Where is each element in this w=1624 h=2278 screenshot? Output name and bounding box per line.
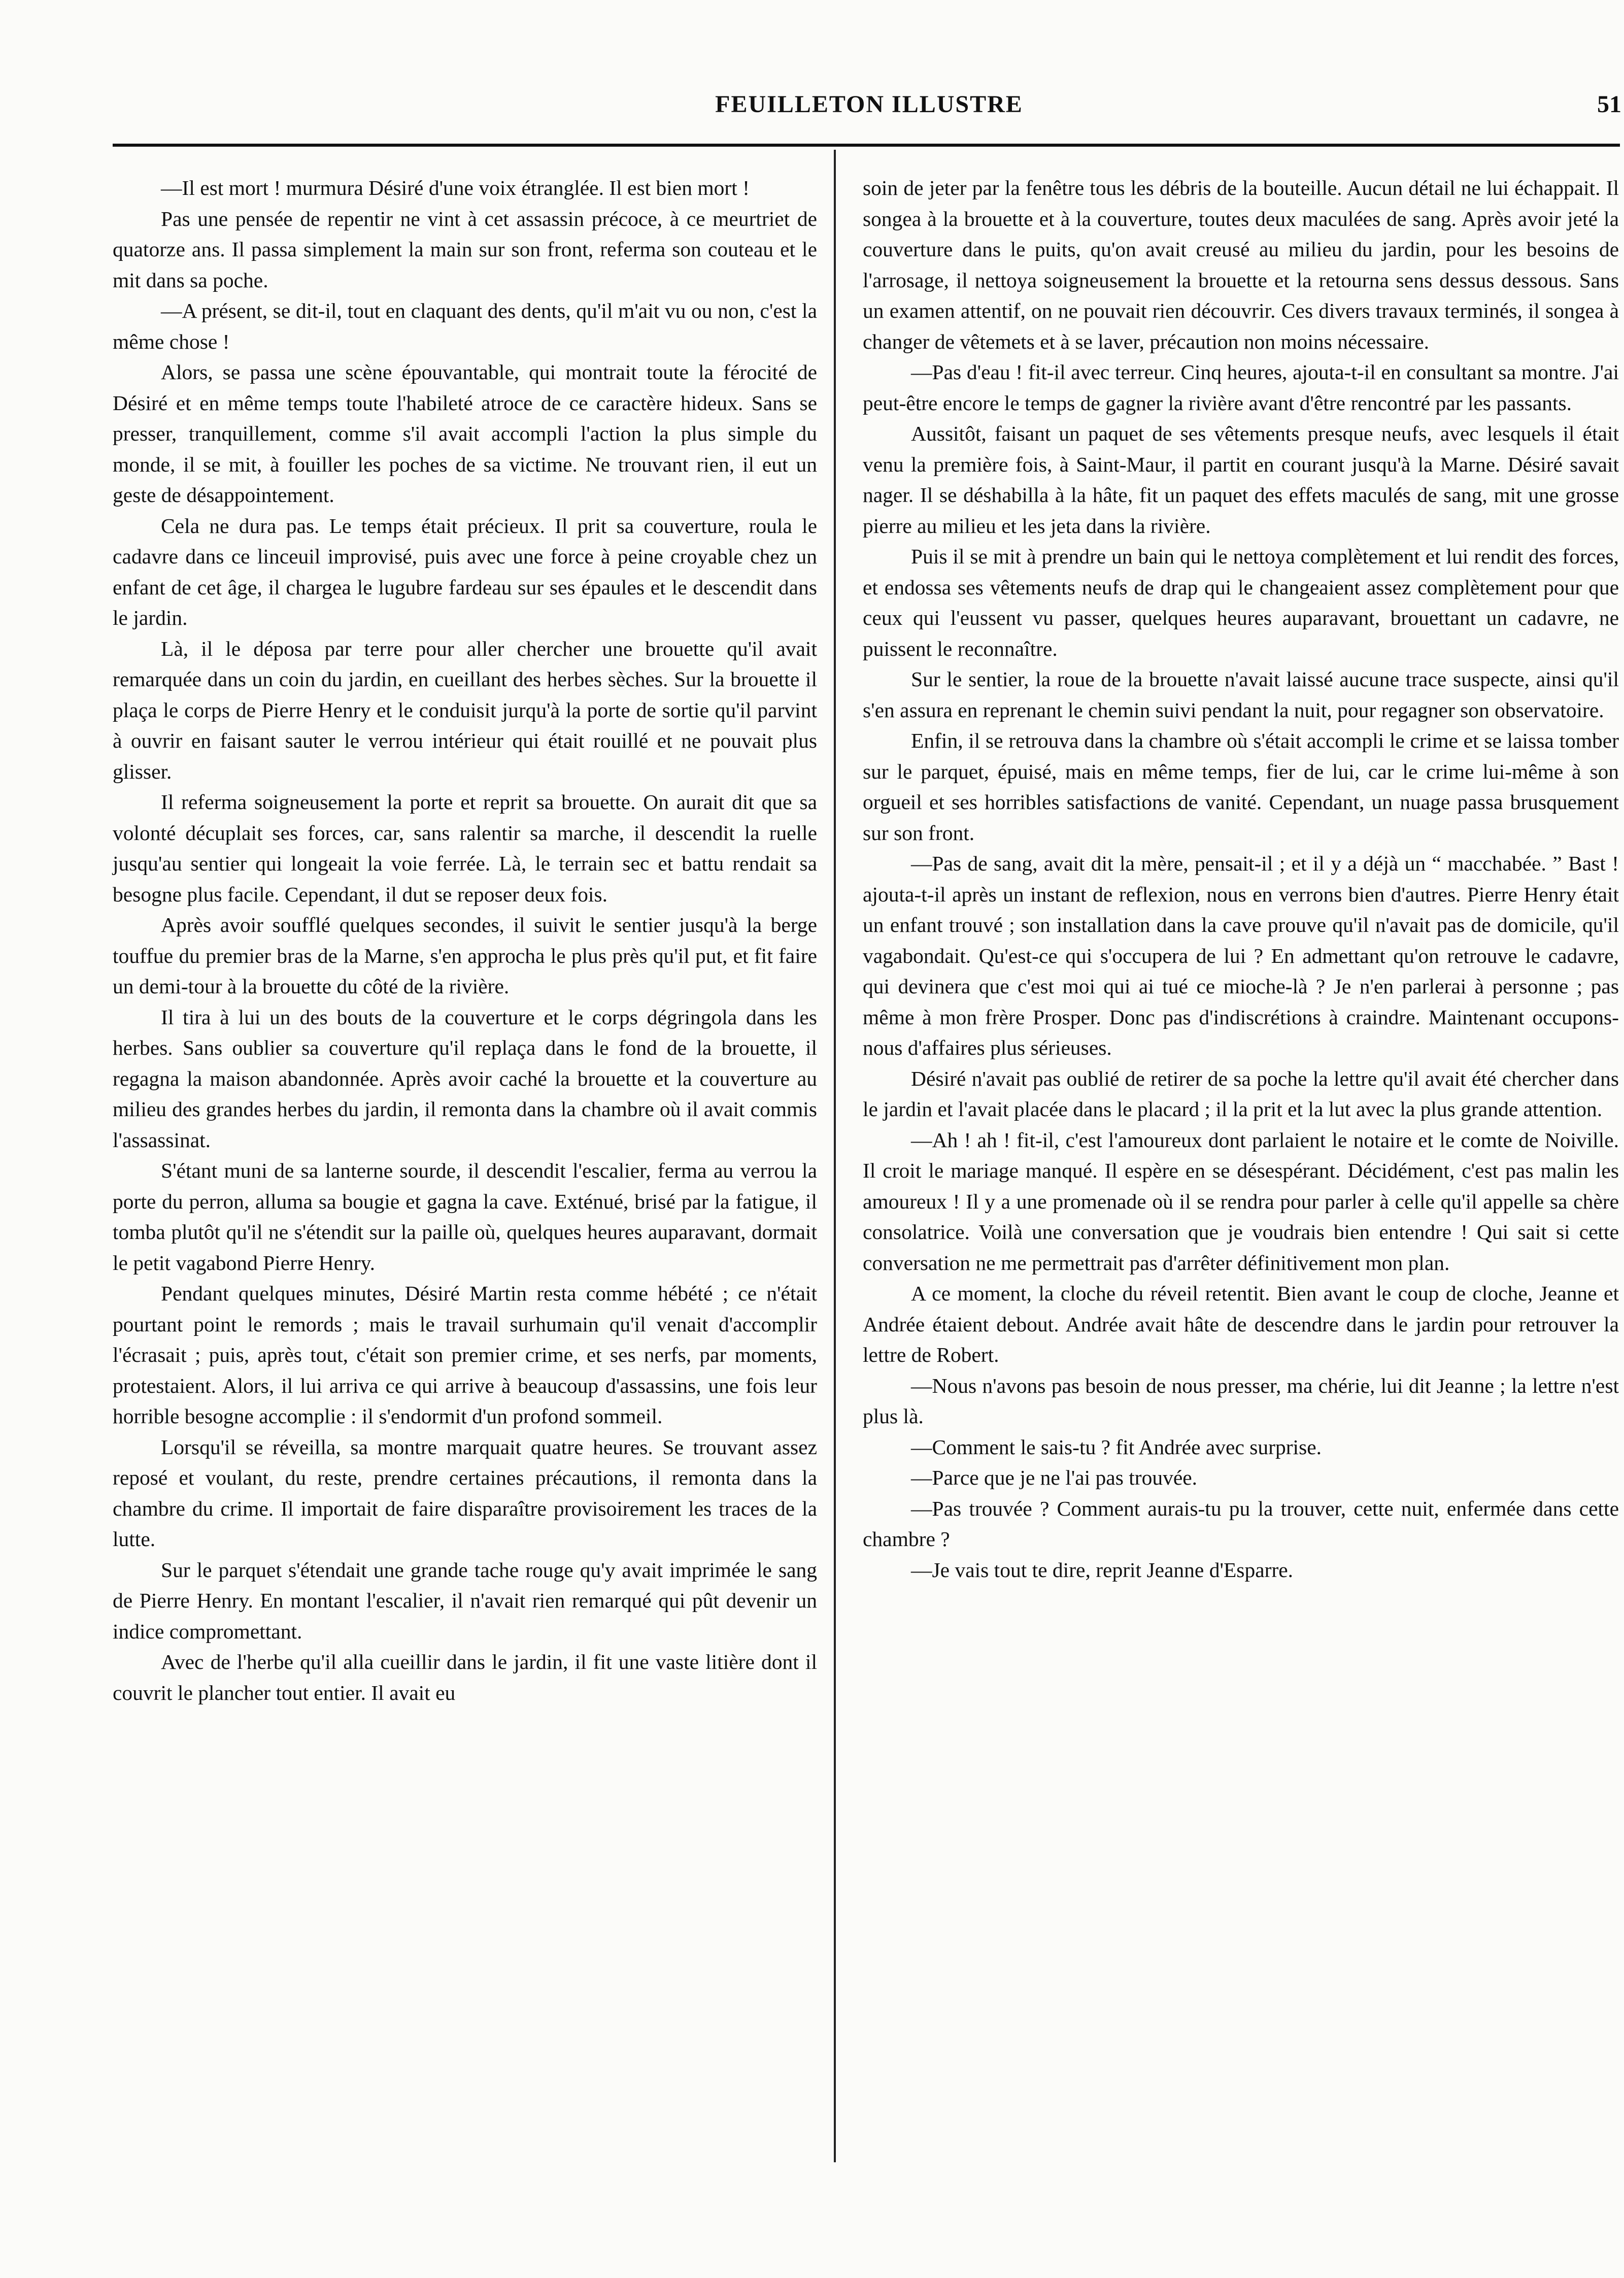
column-divider [834, 150, 836, 2162]
left-column [113, 173, 817, 1708]
paragraph: Sur le sentier, la roue de la brouette n'avait laissé aucune trace suspecte, ainsi qu'il s'en assura en reprenant le chemin suivi pendant la nuit, pour regagner son observatoire. [863, 667, 1619, 722]
paragraph: —Parce que je ne l'ai pas trouvée. [911, 1466, 1198, 1489]
paragraph: Pendant quelques minutes, Désiré Martin resta comme hébété ; ce n'était pourtant point le remords ; mais le travail surhumain qu'il venait d'accomplir l'écrasait ; puis, après tout, c'était son premier crime, et ses nerfs, par moments, protestaient. Alors, il lui arriva ce qui arrive à beaucoup d'assassins, une fois leur horrible besogne accomplie : il s'endormit d'un profond sommeil. [113, 1282, 817, 1428]
paragraph: Avec de l'herbe qu'il alla cueillir dans le jardin, il fit une vaste litière dont il couvrit le plancher tout entier. Il avait eu [113, 1650, 817, 1704]
paragraph: Après avoir soufflé quelques secondes, il suivit le sentier jusqu'à la berge touffue du premier bras de la Marne, s'en approcha le plus près qu'il put, et fit faire un demi-tour à la brouette du côté de la rivière. [113, 913, 817, 998]
paragraph: Enfin, il se retrouva dans la chambre où s'était accompli le crime et se laissa tomber sur le parquet, épuisé, mais en même temps, fier de lui, car le crime lui-même à son orgueil et ses horribles satisfactions de vanité. Cependant, un nuage passa brusquement sur son front. [863, 729, 1619, 845]
running-title: FEUILLETON ILLUSTRE [715, 91, 1023, 118]
paragraph: S'étant muni de sa lanterne sourde, il descendit l'escalier, ferma au verrou la porte du perron, alluma sa bougie et gagna la cave. Exténué, brisé par la fatigue, il tomba plutôt qu'il ne s'étendit sur la paille où, quelques heures auparavant, dormait le petit vagabond Pierre Henry. [113, 1159, 817, 1275]
paragraph: Il tira à lui un des bouts de la couverture et le corps dégringola dans les herbes. Sans oublier sa couverture qu'il replaça dans le fond de la brouette, il regagna la maison abandonnée. Après avoir caché la brouette et la couverture au milieu des grandes herbes du jardin, il remonta dans la chambre où il avait commis l'assassinat. [113, 1005, 817, 1152]
paragraph: —A présent, se dit-il, tout en claquant des dents, qu'il m'ait vu ou non, c'est la même chose ! [113, 299, 817, 353]
paragraph-continued: soin de jeter par la fenêtre tous les débris de la bouteille. Aucun détail ne lui échappait. Il songea à la brouette et à la couverture, toutes deux maculées de sang. Après avoir jeté la couverture dans le puits, qu'on avait creusé au milieu du jardin, pour les besoins de l'arrosage, il nettoya soigneusement la brouette et la retourna sens dessus dessous. Sans un examen attentif, on ne pouvait rien découvrir. Ces divers travaux terminés, il songea à changer de vêtemets et à se laver, précaution non moins nécessaire. [863, 176, 1619, 353]
paragraph: Désiré n'avait pas oublié de retirer de sa poche la lettre qu'il avait été chercher dans le jardin et l'avait placée dans le placard ; il la prit et la lut avec la plus grande attention. [863, 1066, 1619, 1121]
paragraph: Il referma soigneusement la porte et reprit sa brouette. On aurait dit que sa volonté décuplait ses forces, car, sans ralentir sa marche, il descendit la ruelle jusqu'au sentier qui longeait la voie ferrée. Là, le terrain sec et battu rendait sa besogne plus facile. Cependant, il dut se reposer deux fois. [113, 790, 817, 906]
paragraph: Puis il se mit à prendre un bain qui le nettoya complètement et lui rendit des forces, et endossa ses vêtements neufs de drap qui le changeaient assez complètement pour que ceux qui l'eussent vu passer, quelques heures auparavant, brouettant un cadavre, ne puissent le reconnaître. [863, 545, 1619, 660]
header-rule [113, 144, 1620, 147]
paragraph: Là, il le déposa par terre pour aller chercher une brouette qu'il avait remarquée dans un coin du jardin, en cueillant des herbes sèches. Sur la brouette il plaça le corps de Pierre Henry et le conduisit jurqu'à la porte de sortie qu'il parvint à ouvrir en faisant sauter le verrou intérieur qui était rouillé et ne pouvait plus glisser. [113, 636, 817, 783]
paragraph: —Pas d'eau ! fit-il avec terreur. Cinq heures, ajouta-t-il en consultant sa montre. J'ai peut-être encore le temps de gagner la rivière avant d'être rencontré par les passants. [863, 360, 1619, 415]
paragraph: —Pas trouvée ? Comment aurais-tu pu la trouver, cette nuit, enfermée dans cette chambre ? [863, 1496, 1619, 1551]
paragraph: —Ah ! ah ! fit-il, c'est l'amoureux dont parlaient le notaire et le comte de Noiville. Il croit le mariage manqué. Il espère en se désespérant. Décidément, c'est pas malin les amoureux ! Il y a une promenade où il se rendra pour parler à celle qu'il appelle sa chère consolatrice. Voilà une conversation que je voudrais bien entendre ! Qui sait si cette conversation ne me permettrait pas d'arrêter définitivement mon plan. [863, 1128, 1619, 1275]
paragraph: —Pas de sang, avait dit la mère, pensait-il ; et il y a déjà un “ macchabée. ” Bast ! ajouta-t-il après un instant de reflexion, nous en verrons bien d'autres. Pierre Henry était un enfant trouvé ; son installation dans la cave prouve qu'il n'avait pas de domicile, qu'il vagabondait. Qu'est-ce qui s'occupera de lui ? En admettant qu'on retrouve le cadavre, qui devinera que c'est moi qui ai tué ce mioche-là ? Je n'en parlerai à personne ; pas même à mon frère Prosper. Donc pas d'indiscrétions à craindre. Maintenant occupons-nous d'affaires plus sérieuses. [863, 852, 1619, 1059]
right-column [863, 173, 1619, 1585]
paragraph: —Comment le sais-tu ? fit Andrée avec surprise. [911, 1435, 1322, 1459]
paragraph: —Nous n'avons pas besoin de nous presser, ma chérie, lui dit Jeanne ; la lettre n'est plus là. [863, 1374, 1619, 1428]
paragraph: —Je vais tout te dire, reprit Jeanne d'Esparre. [911, 1558, 1294, 1582]
page-number: 51 [1597, 91, 1621, 118]
paragraph: Pas une pensée de repentir ne vint à cet assassin précoce, à ce meurtriet de quatorze ans. Il passa simplement la main sur son front, referma son couteau et le mit dans sa poche. [113, 207, 817, 292]
paragraph: Sur le parquet s'étendait une grande tache rouge qu'y avait imprimée le sang de Pierre Henry. En montant l'escalier, il n'avait rien remarqué qui pût devenir un indice compromettant. [113, 1558, 817, 1643]
paragraph: Aussitôt, faisant un paquet de ses vêtements presque neufs, avec lesquels il était venu la première fois, à Saint-Maur, il partit en courant jusqu'à la Marne. Désiré savait nager. Il se déshabilla à la hâte, fit un paquet des effets maculés de sang, mit une grosse pierre au milieu et les jeta dans la rivière. [863, 422, 1619, 538]
page-header [117, 90, 1621, 121]
paragraph: Alors, se passa une scène épouvantable, qui montrait toute la férocité de Désiré et en même temps toute l'habileté atroce de ce caractère hideux. Sans se presser, tranquillement, comme s'il avait accompli l'action la plus simple du monde, il se mit, à fouiller les poches de sa victime. Ne trouvant rien, il eut un geste de désappointement. [113, 360, 817, 507]
paragraph: Cela ne dura pas. Le temps était précieux. Il prit sa couverture, roula le cadavre dans ce linceuil improvisé, puis avec une force à peine croyable chez un enfant de cet âge, il chargea le lugubre fardeau sur ses épaules et le descendit dans le jardin. [113, 514, 817, 629]
paragraph: A ce moment, la cloche du réveil retentit. Bien avant le coup de cloche, Jeanne et Andrée étaient debout. Andrée avait hâte de descendre dans le jardin pour retrouver la lettre de Robert. [863, 1282, 1619, 1366]
paragraph: —Il est mort ! murmura Désiré d'une voix étranglée. Il est bien mort ! [161, 176, 750, 199]
paragraph: Lorsqu'il se réveilla, sa montre marquait quatre heures. Se trouvant assez reposé et voulant, du reste, prendre certaines précautions, il remonta dans la chambre du crime. Il importait de faire disparaître provisoirement les traces de la lutte. [113, 1435, 817, 1551]
